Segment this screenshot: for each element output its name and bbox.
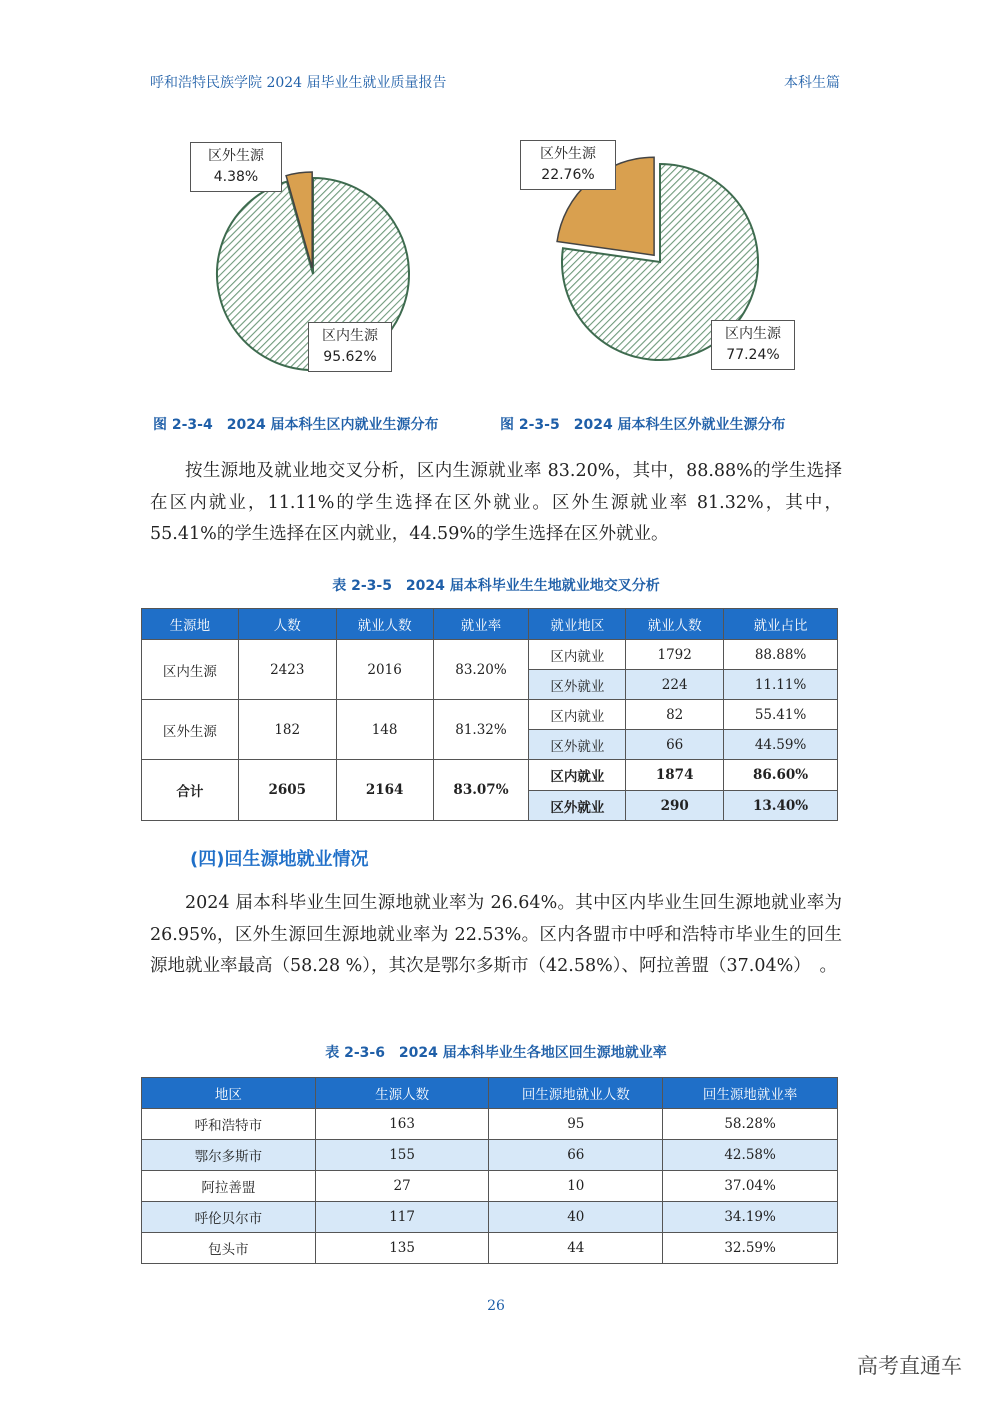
pie2-label-inside-value: 77.24%	[726, 347, 780, 363]
page-number: 26	[487, 1298, 505, 1314]
cell-return-count: 44	[489, 1233, 663, 1264]
table-header-row	[142, 609, 838, 640]
cell-rate: 83.20%	[433, 640, 529, 700]
cell-source-count: 163	[315, 1109, 489, 1140]
col-header: 回生源地就业人数	[489, 1078, 663, 1109]
cell-source-count: 135	[315, 1233, 489, 1264]
table-total-row	[142, 760, 838, 791]
cell-region: 区内就业	[529, 640, 626, 670]
pie2-label-inside	[711, 320, 795, 370]
section-title: (四)回生源地就业情况	[190, 849, 369, 870]
cell-employed: 2164	[336, 760, 433, 821]
cell-return-count: 40	[489, 1202, 663, 1233]
cell-region: 区内就业	[529, 700, 626, 730]
pie2-label-outside	[520, 140, 616, 190]
cell-return-rate: 42.58%	[663, 1140, 838, 1171]
cell-share: 44.59%	[724, 730, 838, 760]
cell-employed: 148	[336, 700, 433, 760]
pie1-label-outside	[190, 142, 282, 192]
cell-source-count: 155	[315, 1140, 489, 1171]
paragraph-text: 按生源地及就业地交叉分析，区内生源就业率 83.20%，其中，88.88%的学生选择在区内就业，11.11%的学生选择在区外就业。区外生源就业率 81.32%，其中，55.41%的学生选择在区内就业，44.59%的学生选择在区外就业。	[150, 461, 842, 544]
pie2-label-inside-name: 区内生源	[725, 326, 781, 342]
table-header-row	[142, 1078, 838, 1109]
cell-share: 86.60%	[724, 760, 838, 791]
col-header: 就业人数	[626, 609, 724, 640]
table-row	[142, 700, 838, 730]
cell-share: 55.41%	[724, 700, 838, 730]
pie2-label-outside-name: 区外生源	[540, 146, 596, 162]
report-header-section: 本科生篇	[784, 75, 840, 91]
col-header: 地区	[142, 1078, 316, 1109]
cell-count: 182	[238, 700, 336, 760]
cell-return-count: 10	[489, 1171, 663, 1202]
cell-region: 阿拉善盟	[142, 1171, 316, 1202]
cell-origin: 区内生源	[142, 640, 239, 700]
cell-region: 包头市	[142, 1233, 316, 1264]
cell-origin: 区外生源	[142, 700, 239, 760]
col-header: 生源地	[142, 609, 239, 640]
pie1-label-inside-name: 区内生源	[322, 328, 378, 344]
cross-analysis-table	[141, 608, 838, 821]
figure-caption-2-3-4: 图 2-3-4 2024 届本科生区内就业生源分布	[153, 417, 439, 433]
cell-return-count: 95	[489, 1109, 663, 1140]
table-row	[142, 1109, 838, 1140]
table-row	[142, 1171, 838, 1202]
cell-return-count: 66	[489, 1140, 663, 1171]
cell-region: 区内就业	[529, 760, 626, 791]
cell-num: 82	[626, 700, 724, 730]
cell-return-rate: 37.04%	[663, 1171, 838, 1202]
pie1-label-outside-value: 4.38%	[213, 169, 259, 185]
cell-region: 呼伦贝尔市	[142, 1202, 316, 1233]
cell-source-count: 27	[315, 1171, 489, 1202]
cell-rate: 83.07%	[433, 760, 529, 821]
col-header: 就业率	[433, 609, 529, 640]
cell-employed: 2016	[336, 640, 433, 700]
cell-num: 224	[626, 670, 724, 700]
table-row	[142, 1140, 838, 1171]
cell-share: 13.40%	[724, 791, 838, 821]
table-caption-2-3-5: 表 2-3-5 2024 届本科毕业生生地就业地交叉分析	[332, 578, 660, 594]
pie2-label-outside-value: 22.76%	[541, 167, 595, 183]
cell-rate: 81.32%	[433, 700, 529, 760]
cell-return-rate: 34.19%	[663, 1202, 838, 1233]
table-row	[142, 1202, 838, 1233]
pie1-label-inside	[308, 322, 392, 372]
figure-caption-2-3-5: 图 2-3-5 2024 届本科生区外就业生源分布	[500, 417, 786, 433]
cell-region: 区外就业	[529, 791, 626, 821]
cell-region: 区外就业	[529, 670, 626, 700]
cell-region: 鄂尔多斯市	[142, 1140, 316, 1171]
cell-count: 2423	[238, 640, 336, 700]
table-row	[142, 1233, 838, 1264]
col-header: 回生源地就业率	[663, 1078, 838, 1109]
cell-return-rate: 58.28%	[663, 1109, 838, 1140]
table-row	[142, 640, 838, 670]
report-header-title: 呼和浩特民族学院 2024 届毕业生就业质量报告	[150, 75, 447, 91]
table-caption-2-3-6: 表 2-3-6 2024 届本科毕业生各地区回生源地就业率	[325, 1045, 667, 1061]
paragraph-text: 2024 届本科毕业生回生源地就业率为 26.64%。其中区内毕业生回生源地就业率为 26.95%，区外生源回生源地就业率为 22.53%。区内各盟市中呼和浩特市毕业生的回生源地就业率最高（58.28 %），其次是鄂尔多斯市（42.58%）、阿拉善盟（37.04%） 。	[150, 893, 842, 976]
cell-share: 88.88%	[724, 640, 838, 670]
col-header: 就业地区	[529, 609, 626, 640]
cell-region: 呼和浩特市	[142, 1109, 316, 1140]
pie1-label-outside-name: 区外生源	[208, 148, 264, 164]
cell-source-count: 117	[315, 1202, 489, 1233]
cell-num: 290	[626, 791, 724, 821]
col-header: 就业占比	[724, 609, 838, 640]
cell-num: 1792	[626, 640, 724, 670]
cell-return-rate: 32.59%	[663, 1233, 838, 1264]
watermark-text: 高考直通车	[857, 1354, 962, 1378]
col-header: 就业人数	[336, 609, 433, 640]
col-header: 生源人数	[315, 1078, 489, 1109]
return-origin-paragraph	[150, 888, 842, 983]
cross-analysis-paragraph	[150, 456, 842, 551]
col-header: 人数	[238, 609, 336, 640]
return-origin-table	[141, 1077, 838, 1264]
cell-share: 11.11%	[724, 670, 838, 700]
pie1-label-inside-value: 95.62%	[323, 349, 377, 365]
cell-num: 66	[626, 730, 724, 760]
cell-origin: 合计	[142, 760, 239, 821]
cell-region: 区外就业	[529, 730, 626, 760]
cell-num: 1874	[626, 760, 724, 791]
cell-count: 2605	[238, 760, 336, 821]
